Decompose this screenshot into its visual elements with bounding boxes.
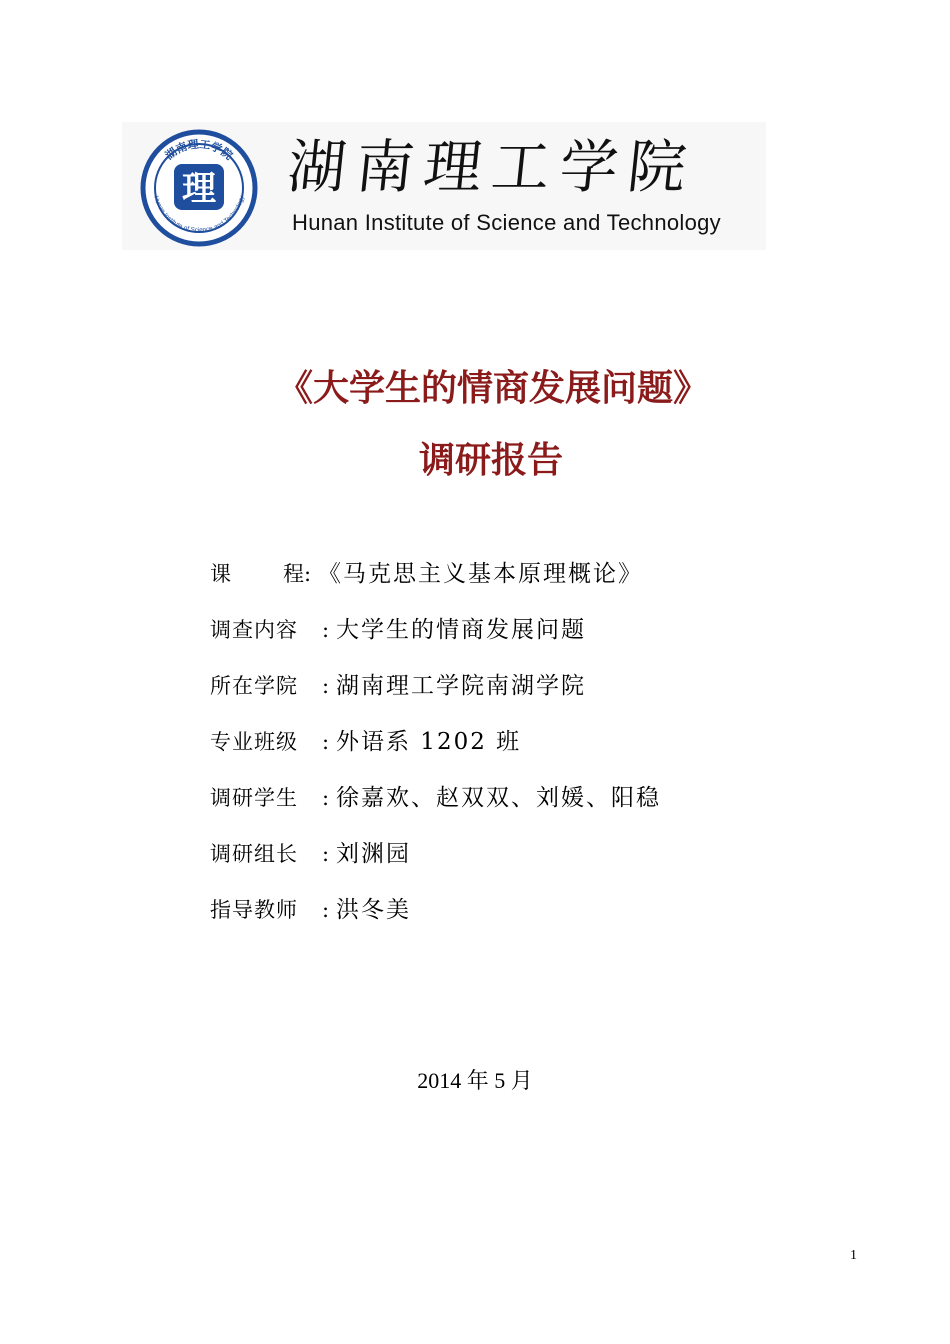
school-name-cn: 湖南理工学院 bbox=[284, 133, 700, 201]
field-colon: : bbox=[322, 674, 332, 698]
seal-center-glyph: 理 bbox=[182, 169, 216, 209]
field-colon: : bbox=[304, 562, 314, 586]
school-banner bbox=[122, 122, 766, 250]
report-date: 2014 年 5 月 bbox=[417, 1068, 533, 1093]
field-value-college: 湖南理工学院南湖学院 bbox=[336, 673, 586, 699]
field-label-course bbox=[210, 557, 305, 591]
field-label-leader: 调研组长 bbox=[210, 842, 298, 866]
field-colon: : bbox=[322, 730, 332, 754]
seal-ring-text-en: Hunan Institute of Science and Technology bbox=[152, 194, 246, 235]
field-colon: : bbox=[322, 842, 332, 866]
report-info-fields bbox=[210, 557, 661, 949]
seal-ring-text-cn: 湖南理工学院 bbox=[162, 137, 236, 163]
field-value-advisor: 洪冬美 bbox=[336, 897, 411, 923]
field-label-advisor: 指导教师 bbox=[210, 898, 298, 922]
field-value-course: 《马克思主义基本原理概论》 bbox=[318, 561, 643, 587]
field-value-leader: 刘渊园 bbox=[336, 841, 411, 867]
field-row-advisor bbox=[210, 893, 661, 949]
field-label-students: 调研学生 bbox=[210, 786, 298, 810]
field-value-survey-content: 大学生的情商发展问题 bbox=[336, 617, 586, 643]
school-seal-logo bbox=[126, 128, 272, 248]
field-label-char: 课 bbox=[210, 562, 232, 586]
field-colon: : bbox=[322, 898, 332, 922]
page-number: 1 bbox=[850, 1248, 857, 1263]
field-row-college bbox=[210, 669, 661, 725]
field-label-class: 专业班级 bbox=[210, 730, 298, 754]
field-colon: : bbox=[322, 786, 332, 810]
report-title: 《大学生的情商发展问题》 bbox=[276, 368, 709, 409]
field-label-survey-content: 调查内容 bbox=[210, 618, 298, 642]
field-colon: : bbox=[322, 618, 332, 642]
field-row-class bbox=[210, 725, 661, 781]
field-row-survey-content bbox=[210, 613, 661, 669]
field-value-class: 外语系 1202 班 bbox=[336, 729, 522, 755]
field-row-course bbox=[210, 557, 661, 613]
field-label-college: 所在学院 bbox=[210, 674, 298, 698]
field-label-char: 程 bbox=[283, 562, 305, 586]
field-value-students: 徐嘉欢、赵双双、刘媛、阳稳 bbox=[336, 785, 661, 811]
report-subtitle: 调研报告 bbox=[418, 440, 563, 481]
field-row-students bbox=[210, 781, 661, 837]
school-name-en: Hunan Institute of Science and Technology bbox=[292, 210, 721, 235]
field-row-leader bbox=[210, 837, 661, 893]
